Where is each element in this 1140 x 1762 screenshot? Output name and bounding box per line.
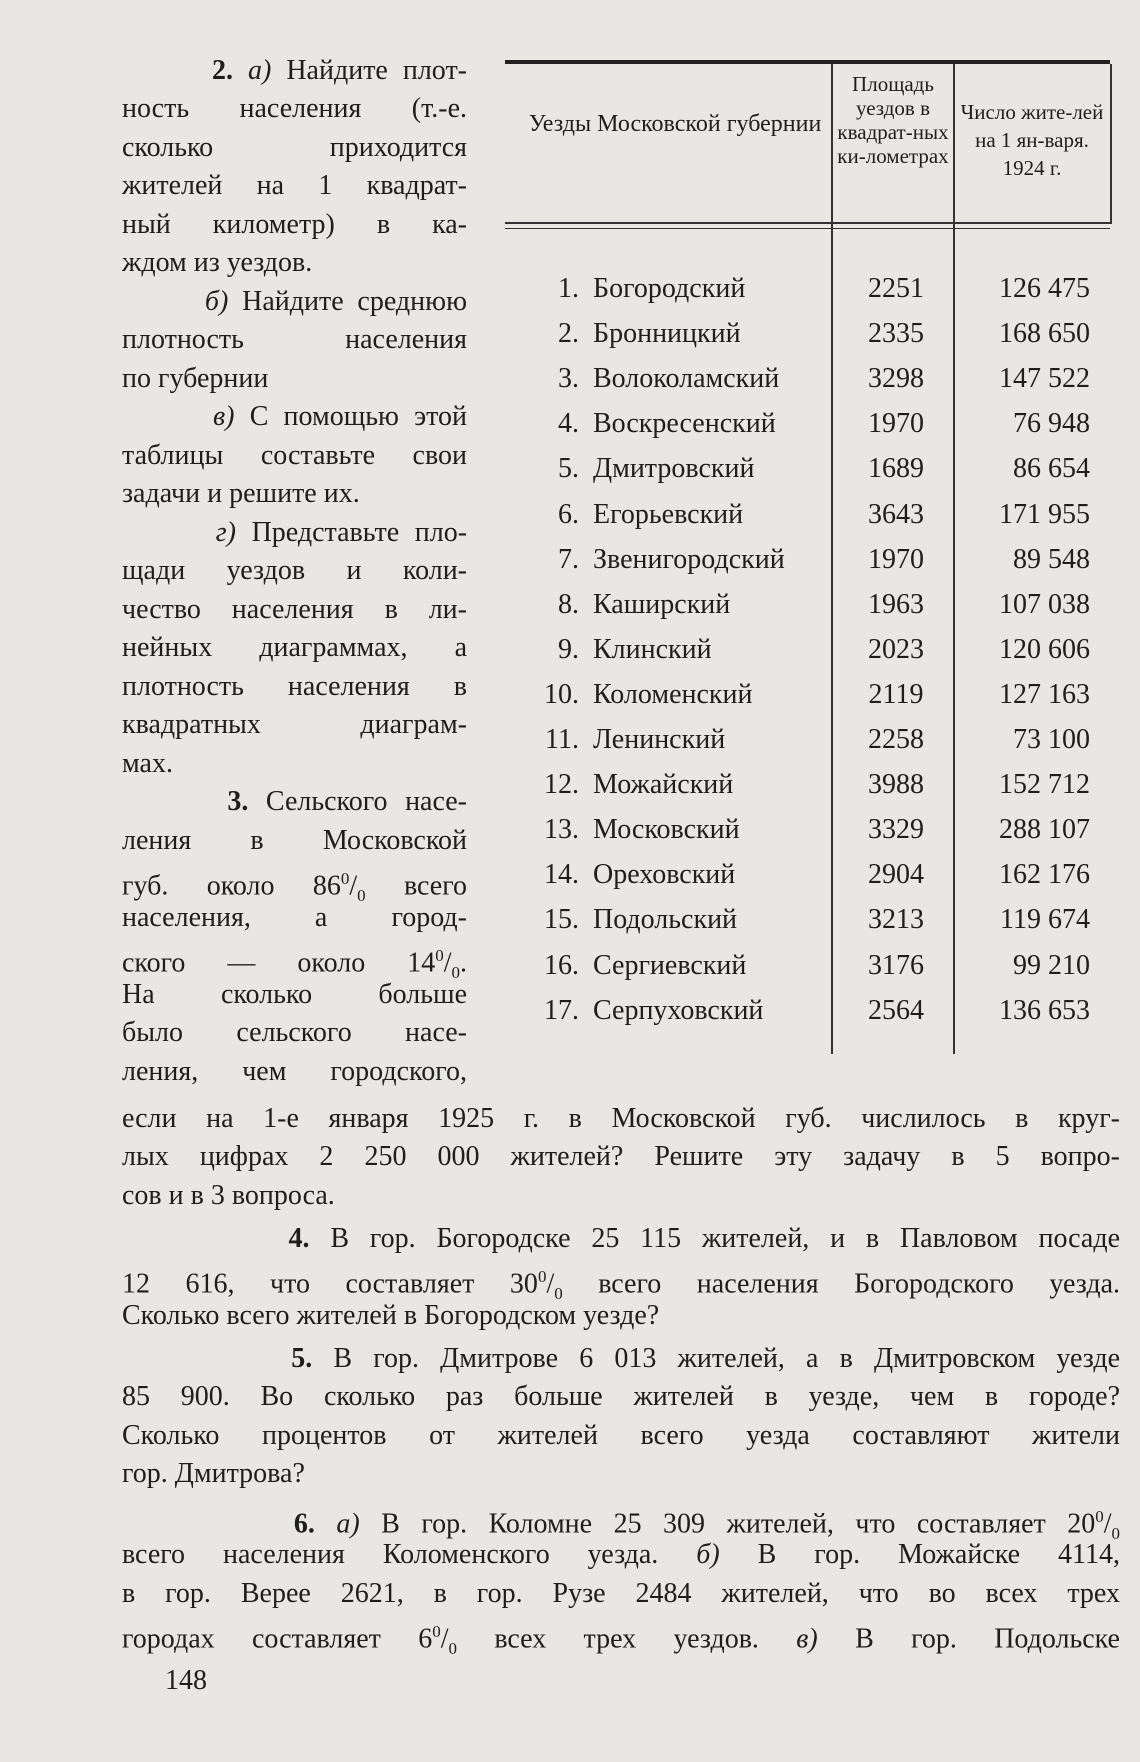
row-number: 12. [544, 769, 579, 801]
population-value: 288 107 [999, 814, 1090, 846]
row-number: 1. [558, 273, 579, 304]
task-3-line1 [122, 783, 467, 822]
text: всего населения Коломенского уезда. [122, 1539, 659, 1570]
population-value: 86 654 [1013, 453, 1090, 485]
table-row [505, 582, 1110, 627]
district-name: Богородский [593, 273, 746, 304]
area-value: 2119 [868, 678, 924, 710]
task-number: 5. [291, 1343, 313, 1374]
task-2v-line1 [122, 398, 467, 437]
table-row [505, 717, 1110, 762]
district-name: Ленинский [593, 724, 726, 755]
task-2g-line5: плотность населения в [122, 671, 467, 702]
district-name: Егорьевский [593, 498, 744, 530]
percent-sign: / [349, 870, 358, 902]
population-value: 120 606 [999, 633, 1090, 665]
table-row [505, 897, 1110, 942]
district-name: Бронницкий [593, 318, 741, 350]
text: губ. около 86 [122, 870, 341, 902]
area-value: 3643 [868, 498, 924, 530]
area-value: 3176 [868, 949, 924, 981]
task-2g-line4: нейных диаграммах, а [122, 632, 467, 663]
task-3-cont-line1: если на 1-е января 1925 г. в Московской губ. числилось в круг- [122, 1103, 1120, 1134]
percent-sign: 0 [432, 1622, 441, 1641]
percent-sign: 0 [448, 1638, 458, 1658]
table-row [505, 852, 1110, 897]
text: В гор. Коломне 25 309 жителей, что составляет 20 [381, 1508, 1096, 1540]
area-value: 2023 [868, 633, 924, 665]
task-2g-line6: квадратных диаграм- [122, 709, 467, 740]
header-separator [505, 228, 1110, 229]
row-number: 5. [558, 453, 579, 485]
area-value: 3329 [868, 814, 924, 846]
task-5-line4: гор. Дмитрова? [122, 1458, 305, 1489]
text: Найдите среднюю [242, 286, 467, 317]
text: ского — около 14 [122, 947, 436, 979]
text: городах составляет 6 [122, 1623, 433, 1655]
area-value: 3298 [868, 363, 924, 395]
row-number: 15. [544, 904, 579, 936]
population-value: 119 674 [1000, 904, 1090, 936]
task-5-line1 [122, 1340, 1120, 1379]
task-3-cont-line2: лых цифрах 2 250 000 жителей? Решите эту задачу в 5 вопро- [122, 1141, 1120, 1172]
percent-sign: 0 [435, 946, 444, 965]
text: С помощью этой [249, 401, 467, 432]
table-row [505, 762, 1110, 807]
task-4-line3: Сколько всего жителей в Богородском уезде? [122, 1300, 660, 1331]
area-value: 1689 [868, 453, 924, 485]
table-row [505, 356, 1110, 401]
population-value: 107 038 [999, 588, 1090, 620]
row-number: 7. [558, 543, 579, 575]
district-name: Звенигородский [593, 543, 785, 575]
task-number: 3. [227, 786, 249, 817]
table-row [505, 492, 1110, 537]
header-separator [505, 222, 1110, 224]
population-value: 147 522 [999, 363, 1090, 395]
task-2a-line3: сколько приходится [122, 132, 467, 163]
district-name: Волоколамский [593, 363, 780, 395]
row-number: 11. [545, 724, 579, 755]
table-row [505, 627, 1110, 672]
task-3-line4: населения, а город- [122, 902, 467, 933]
text: В гор. Можайске 4114, [757, 1539, 1121, 1570]
text: В гор. Богородске 25 115 жителей, и в Павловом посаде [330, 1223, 1121, 1254]
district-name: Сергиевский [593, 949, 747, 981]
population-value: 171 955 [999, 498, 1090, 530]
district-name: Ореховский [593, 859, 736, 891]
district-name: Серпуховский [593, 994, 764, 1026]
task-2b-line2: плотность населения [122, 324, 467, 355]
task-3-line6: На сколько больше [122, 979, 467, 1010]
column-divider [1110, 64, 1112, 224]
district-name: Каширский [593, 588, 731, 620]
table-row [505, 807, 1110, 852]
population-value: 162 176 [999, 859, 1090, 891]
table-row [505, 672, 1110, 717]
percent-sign: / [443, 947, 452, 979]
row-number: 14. [544, 859, 579, 891]
area-value: 2904 [868, 859, 924, 891]
percent-sign: 0 [340, 869, 350, 888]
population-value: 168 650 [999, 318, 1090, 350]
task-2b-line3: по губернии [122, 363, 269, 394]
row-number: 4. [558, 408, 579, 440]
row-number: 10. [544, 678, 579, 710]
page-number: 148 [165, 1665, 207, 1696]
percent-sign: 0 [554, 1283, 563, 1303]
task-2v-line3: задачи и решите их. [122, 478, 360, 509]
percent-sign: / [440, 1623, 449, 1655]
percent-sign: / [546, 1268, 555, 1300]
district-name: Можайский [593, 769, 734, 801]
area-value: 1970 [868, 543, 924, 575]
percent-sign: 0 [1095, 1507, 1104, 1526]
task-6-line3: в гор. Верее 2621, в гор. Рузе 2484 жителей, что во всех трех [122, 1578, 1120, 1609]
task-2g-line2: щади уездов и коли- [122, 555, 467, 586]
item-marker: в) [796, 1623, 818, 1655]
area-value: 3213 [868, 904, 924, 936]
area-value: 1970 [868, 408, 924, 440]
text: 12 616, что составляет 30 [122, 1268, 538, 1300]
population-value: 99 210 [1013, 949, 1090, 981]
population-value: 136 653 [999, 994, 1090, 1026]
row-number: 17. [544, 994, 579, 1026]
task-2g-line1 [122, 514, 467, 553]
area-value: 2258 [868, 724, 924, 755]
text: В гор. Подольске [855, 1623, 1120, 1655]
task-4-line1 [122, 1220, 1120, 1259]
task-number: 6. [293, 1508, 315, 1540]
task-6-line2 [122, 1536, 1120, 1575]
header-population: Число жите-лей на 1 ян-варя. 1924 г. [960, 100, 1104, 180]
text: всех трех уездов. [457, 1623, 759, 1655]
text: всего [365, 870, 467, 902]
row-number: 13. [544, 814, 579, 846]
row-number: 6. [558, 498, 579, 530]
text: Сельского насе- [265, 786, 467, 817]
population-value: 89 548 [1013, 543, 1090, 575]
item-marker: б) [696, 1539, 720, 1570]
population-value: 127 163 [999, 678, 1090, 710]
area-value: 1963 [868, 588, 924, 620]
task-2g-line3: чество населения в ли- [122, 594, 467, 625]
task-2a-line2: ность населения (т.-е. [122, 93, 467, 124]
task-2b-line1 [122, 283, 467, 322]
task-5-line3: Сколько процентов от жителей всего уезда составляют жители [122, 1420, 1120, 1451]
table-row [505, 266, 1110, 311]
task-number: 4. [288, 1223, 310, 1254]
task-2a-line4: жителей на 1 квадрат- [122, 170, 467, 201]
task-5-line2: 85 900. Во сколько раз больше жителей в уезде, чем в городе? [122, 1381, 1120, 1412]
table-row [505, 537, 1110, 582]
task-2a-line6: ждом из уездов. [122, 247, 313, 278]
district-name: Клинский [593, 633, 712, 665]
population-value: 126 475 [999, 273, 1090, 304]
header-area: Площадь уездов в квадрат-ных ки-лометрах [837, 72, 949, 168]
task-3-line2: ления в Московской [122, 825, 467, 856]
percent-sign: 0 [357, 885, 366, 905]
percent-sign: / [1103, 1508, 1112, 1540]
header-districts: Уезды Московской губернии [528, 111, 822, 137]
task-2g-line7: мах. [122, 748, 173, 779]
row-number: 2. [558, 318, 579, 350]
area-value: 2564 [868, 994, 924, 1026]
task-3-line8: ления, чем городского, [122, 1056, 467, 1087]
district-name: Московский [593, 814, 740, 846]
area-value: 2251 [868, 273, 924, 304]
text: всего населения Богородского уезда. [562, 1268, 1121, 1300]
population-value: 152 712 [999, 769, 1090, 801]
table-row [505, 446, 1110, 491]
district-name: Подольский [593, 904, 738, 936]
table-row [505, 943, 1110, 988]
percent-sign: 0 [451, 962, 460, 982]
task-2v-line2: таблицы составьте свои [122, 440, 467, 471]
area-value: 3988 [868, 769, 924, 801]
text: Представьте пло- [251, 517, 468, 548]
row-number: 8. [558, 588, 579, 620]
table-row [505, 311, 1110, 356]
task-3-cont-line3: сов и в 3 вопроса. [122, 1180, 335, 1211]
text: В гор. Дмитрове 6 013 жителей, а в Дмитровском уезде [333, 1343, 1121, 1374]
item-marker: а) [248, 55, 272, 86]
districts-table [505, 60, 1110, 1054]
row-number: 16. [544, 949, 579, 981]
text: Найдите плот- [286, 55, 468, 86]
district-name: Дмитровский [593, 453, 755, 485]
item-marker: г) [215, 517, 236, 548]
item-marker: а) [336, 1508, 360, 1540]
task-2a-line5: ный километр) в ка- [122, 209, 467, 240]
district-name: Коломенский [593, 678, 753, 710]
population-value: 76 948 [1013, 408, 1090, 440]
item-marker: в) [213, 401, 235, 432]
task-number: 2. [212, 55, 233, 86]
table-row [505, 988, 1110, 1033]
row-number: 9. [558, 633, 579, 665]
table-row [505, 401, 1110, 446]
task-3-line7: было сельского насе- [122, 1017, 467, 1048]
percent-sign: 0 [1111, 1523, 1121, 1543]
district-name: Воскресенский [593, 408, 776, 440]
row-number: 3. [558, 363, 579, 395]
percent-sign: 0 [537, 1267, 547, 1286]
task-6-line4 [122, 1613, 1120, 1668]
text: . [460, 947, 467, 979]
item-marker: б) [204, 286, 229, 317]
population-value: 73 100 [1013, 724, 1090, 755]
area-value: 2335 [868, 318, 924, 350]
task-2a-line1 [122, 52, 467, 91]
